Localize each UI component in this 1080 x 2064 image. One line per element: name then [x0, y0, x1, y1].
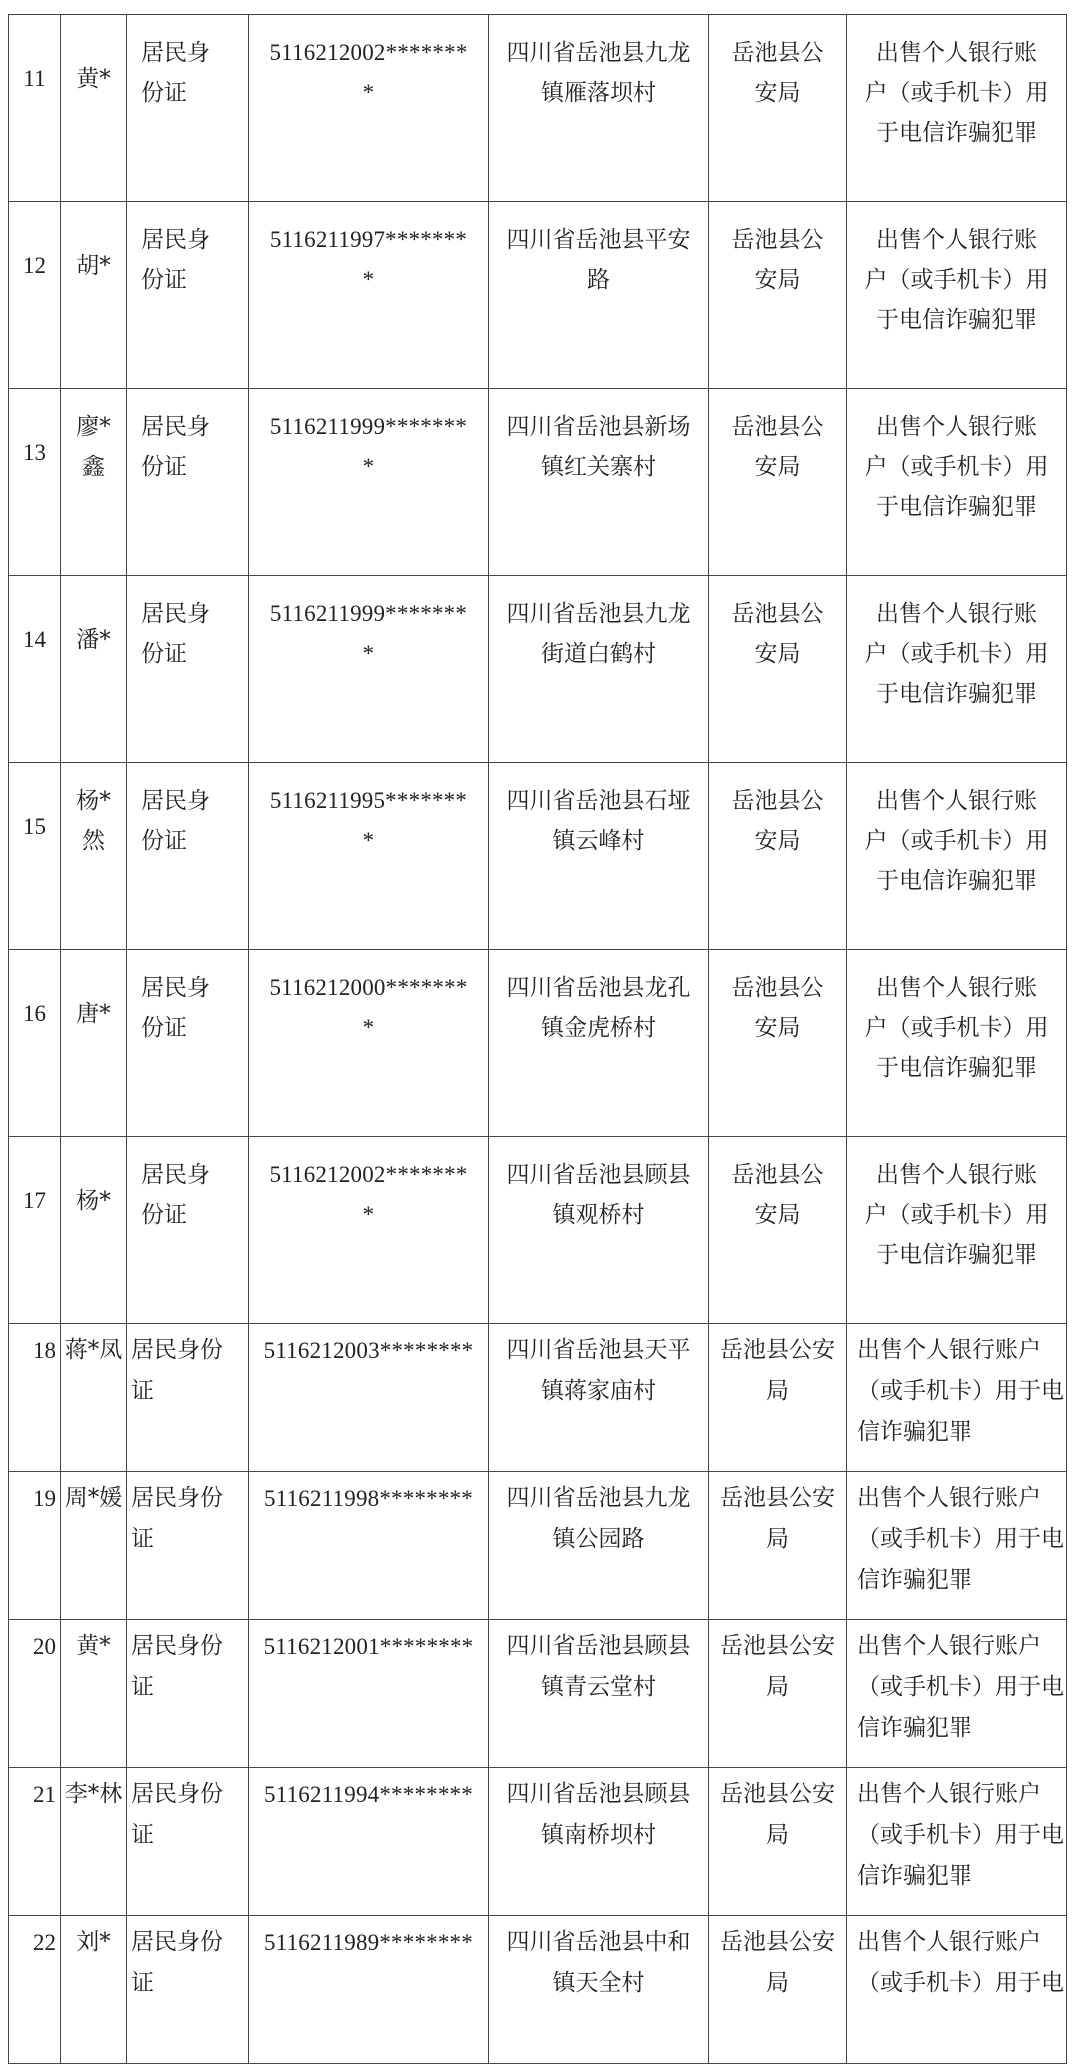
id-number-line: 5116211999*******: [269, 601, 468, 626]
id-type-line: 居民身: [141, 788, 210, 814]
address-line: 四川省岳池县龙孔: [506, 975, 691, 1001]
reason-line: 于电信诈骗犯罪: [876, 307, 1037, 333]
id-type-line: 居民身: [141, 414, 210, 440]
table-row: [9, 763, 1067, 950]
id-type-line: 居民身份: [131, 1485, 223, 1511]
id-type-line: 居民身份: [131, 1337, 223, 1363]
authority-line: 局: [766, 1674, 789, 1700]
reason-line: 信诈骗犯罪: [857, 1419, 972, 1445]
authority-line: 安局: [754, 454, 801, 480]
authority-cell: [709, 763, 847, 950]
address-cell: [489, 15, 709, 202]
reason-line: 出售个人银行账: [876, 1162, 1037, 1188]
table-row: [9, 389, 1067, 576]
reason-line: 户（或手机卡）用: [864, 267, 1049, 293]
address-line: 镇公园路: [552, 1526, 645, 1552]
row-number-text: 15: [23, 814, 46, 839]
authority-cell: [709, 576, 847, 763]
id-type-line: 证: [131, 1526, 154, 1552]
authority-line: 岳池县公: [731, 414, 824, 440]
row-number-text: 22: [33, 1930, 56, 1955]
name-line: 唐*: [76, 1001, 111, 1027]
address-cell: [489, 1472, 709, 1620]
id-number-line: *: [362, 828, 375, 853]
address-line: 镇天全村: [552, 1970, 645, 1996]
name-cell: [61, 1324, 127, 1472]
id-type-line: 份证: [141, 1015, 187, 1041]
id-type-line: 居民身份: [131, 1781, 223, 1807]
authority-cell: [709, 1916, 847, 2064]
reason-line: 信诈骗犯罪: [857, 1715, 972, 1741]
id-type-cell: [127, 1620, 249, 1768]
authority-cell: [709, 1620, 847, 1768]
address-line: 四川省岳池县石垭: [506, 788, 691, 814]
name-line: 黄*: [76, 1633, 111, 1659]
name-cell: [61, 1472, 127, 1620]
reason-line: 出售个人银行账: [876, 40, 1037, 66]
authority-line: 安局: [754, 1015, 801, 1041]
address-line: 镇青云堂村: [541, 1674, 656, 1700]
authority-line: 岳池县公: [731, 788, 824, 814]
reason-line: （或手机卡）用于电: [857, 1822, 1064, 1848]
row-number-text: 11: [23, 66, 46, 91]
address-cell: [489, 950, 709, 1137]
authority-cell: [709, 1472, 847, 1620]
row-number-cell: [9, 1137, 61, 1324]
id-number-cell: [249, 15, 489, 202]
authority-cell: [709, 15, 847, 202]
address-line: 镇观桥村: [552, 1202, 645, 1228]
authority-cell: [709, 389, 847, 576]
reason-line: 出售个人银行账: [876, 975, 1037, 1001]
row-number-cell: [9, 950, 61, 1137]
row-number-text: 16: [23, 1001, 46, 1026]
id-number-cell: [249, 389, 489, 576]
id-type-cell: [127, 1472, 249, 1620]
table-row: [9, 1137, 1067, 1324]
table-row: [9, 15, 1067, 202]
reason-cell: [847, 763, 1067, 950]
id-number-line: *: [362, 80, 375, 105]
id-number-cell: [249, 1472, 489, 1620]
reason-line: 于电信诈骗犯罪: [876, 120, 1037, 146]
id-type-line: 居民身: [141, 1162, 210, 1188]
address-cell: [489, 389, 709, 576]
authority-line: 岳池县公: [731, 601, 824, 627]
id-number-line: *: [362, 454, 375, 479]
table-row: [9, 202, 1067, 389]
reason-cell: [847, 1768, 1067, 1916]
row-number-text: 13: [23, 440, 46, 465]
address-line: 镇红关寨村: [541, 454, 656, 480]
records-table-body: [9, 15, 1067, 2064]
id-type-cell: [127, 576, 249, 763]
id-type-line: 份证: [141, 267, 187, 293]
id-number-cell: [249, 202, 489, 389]
reason-cell: [847, 1916, 1067, 2064]
authority-line: 岳池县公: [731, 1162, 824, 1188]
row-number-cell: [9, 15, 61, 202]
table-row: [9, 1916, 1067, 2064]
address-cell: [489, 1137, 709, 1324]
name-line: 周*媛: [64, 1485, 123, 1511]
reason-line: 于电信诈骗犯罪: [876, 1242, 1037, 1268]
id-number-line: 5116212000*******: [269, 975, 468, 1000]
row-number-text: 14: [23, 627, 46, 652]
reason-cell: [847, 15, 1067, 202]
reason-line: 出售个人银行账户: [857, 1781, 1041, 1807]
id-type-line: 份证: [141, 80, 187, 106]
id-number-line: 5116212003********: [263, 1338, 474, 1363]
name-cell: [61, 1620, 127, 1768]
id-type-line: 居民身: [141, 40, 210, 66]
name-cell: [61, 389, 127, 576]
reason-cell: [847, 389, 1067, 576]
authority-line: 局: [766, 1378, 789, 1404]
authority-line: 岳池县公: [731, 40, 824, 66]
id-type-cell: [127, 15, 249, 202]
reason-line: 出售个人银行账户: [857, 1337, 1041, 1363]
authority-line: 岳池县公安: [720, 1633, 835, 1659]
reason-line: 于电信诈骗犯罪: [876, 1055, 1037, 1081]
id-number-cell: [249, 1620, 489, 1768]
reason-line: 于电信诈骗犯罪: [876, 494, 1037, 520]
table-row: [9, 1324, 1067, 1472]
address-line: 镇雁落坝村: [541, 80, 656, 106]
address-line: 镇金虎桥村: [541, 1015, 656, 1041]
id-number-line: 5116211994********: [264, 1782, 473, 1807]
address-line: 四川省岳池县顾县: [506, 1781, 691, 1807]
id-type-line: 份证: [141, 828, 187, 854]
name-line: 蒋*凤: [64, 1337, 123, 1363]
name-cell: [61, 763, 127, 950]
reason-line: 出售个人银行账: [876, 227, 1037, 253]
reason-cell: [847, 950, 1067, 1137]
id-number-line: 5116212002*******: [269, 1162, 468, 1187]
reason-line: （或手机卡）用于电: [857, 1970, 1064, 1996]
id-number-line: 5116211995*******: [269, 788, 468, 813]
authority-line: 安局: [754, 267, 801, 293]
reason-line: 出售个人银行账: [876, 788, 1037, 814]
id-number-line: 5116212001********: [263, 1634, 474, 1659]
row-number-cell: [9, 1472, 61, 1620]
table-row: [9, 1472, 1067, 1620]
id-type-cell: [127, 1768, 249, 1916]
authority-line: 安局: [754, 80, 801, 106]
row-number-text: 18: [33, 1338, 56, 1363]
id-type-cell: [127, 202, 249, 389]
row-number-text: 19: [33, 1486, 56, 1511]
name-line: 杨*: [76, 1188, 111, 1214]
table-row: [9, 1768, 1067, 1916]
address-line: 街道白鹤村: [541, 641, 656, 667]
name-line: 然: [82, 828, 105, 854]
records-table-container: [8, 14, 1066, 2064]
id-number-line: *: [362, 1202, 375, 1227]
address-line: 镇南桥坝村: [541, 1822, 656, 1848]
authority-line: 局: [766, 1822, 789, 1848]
reason-line: （或手机卡）用于电: [857, 1526, 1064, 1552]
reason-line: 信诈骗犯罪: [857, 1567, 972, 1593]
row-number-text: 20: [33, 1634, 56, 1659]
table-row: [9, 1620, 1067, 1768]
reason-cell: [847, 1620, 1067, 1768]
authority-cell: [709, 1324, 847, 1472]
address-line: 四川省岳池县中和: [506, 1929, 691, 1955]
id-number-line: *: [362, 1015, 375, 1040]
id-number-cell: [249, 1768, 489, 1916]
authority-cell: [709, 1768, 847, 1916]
name-line: 潘*: [76, 627, 111, 653]
name-cell: [61, 576, 127, 763]
address-cell: [489, 1324, 709, 1472]
id-type-line: 证: [131, 1822, 154, 1848]
reason-line: 出售个人银行账户: [857, 1485, 1041, 1511]
authority-line: 安局: [754, 1202, 801, 1228]
address-line: 镇云峰村: [552, 828, 645, 854]
name-line: 鑫: [82, 454, 105, 480]
row-number-text: 21: [33, 1782, 56, 1807]
table-row: [9, 576, 1067, 763]
address-line: 四川省岳池县九龙: [506, 40, 691, 66]
id-type-cell: [127, 950, 249, 1137]
address-line: 四川省岳池县九龙: [506, 1485, 691, 1511]
name-cell: [61, 1137, 127, 1324]
reason-line: 户（或手机卡）用: [864, 1202, 1049, 1228]
authority-cell: [709, 202, 847, 389]
authority-line: 安局: [754, 828, 801, 854]
id-type-line: 居民身: [141, 601, 210, 627]
row-number-cell: [9, 389, 61, 576]
reason-line: 户（或手机卡）用: [864, 80, 1049, 106]
reason-cell: [847, 1137, 1067, 1324]
authority-cell: [709, 1137, 847, 1324]
id-type-line: 证: [131, 1378, 154, 1404]
row-number-cell: [9, 1324, 61, 1472]
name-line: 杨*: [76, 788, 111, 814]
address-line: 四川省岳池县新场: [506, 414, 691, 440]
address-line: 路: [587, 267, 610, 293]
row-number-cell: [9, 1916, 61, 2064]
reason-line: 户（或手机卡）用: [864, 641, 1049, 667]
authority-line: 岳池县公安: [720, 1929, 835, 1955]
reason-line: 于电信诈骗犯罪: [876, 868, 1037, 894]
id-type-cell: [127, 763, 249, 950]
id-type-line: 居民身: [141, 227, 210, 253]
name-cell: [61, 15, 127, 202]
row-number-cell: [9, 1620, 61, 1768]
reason-line: 出售个人银行账户: [857, 1633, 1041, 1659]
id-type-line: 证: [131, 1674, 154, 1700]
address-cell: [489, 1620, 709, 1768]
id-number-cell: [249, 576, 489, 763]
id-number-line: 5116211997*******: [269, 227, 468, 252]
row-number-cell: [9, 576, 61, 763]
address-line: 四川省岳池县天平: [506, 1337, 691, 1363]
name-cell: [61, 202, 127, 389]
name-cell: [61, 1916, 127, 2064]
id-number-line: *: [362, 641, 375, 666]
reason-line: 出售个人银行账: [876, 414, 1037, 440]
row-number-cell: [9, 202, 61, 389]
reason-cell: [847, 202, 1067, 389]
address-line: 镇蒋家庙村: [541, 1378, 656, 1404]
reason-line: 于电信诈骗犯罪: [876, 681, 1037, 707]
authority-line: 安局: [754, 641, 801, 667]
row-number-text: 12: [23, 253, 46, 278]
id-type-cell: [127, 1324, 249, 1472]
id-type-line: 居民身: [141, 975, 210, 1001]
reason-line: 户（或手机卡）用: [864, 1015, 1049, 1041]
id-number-line: 5116211999*******: [269, 414, 468, 439]
address-cell: [489, 1916, 709, 2064]
id-type-line: 份证: [141, 454, 187, 480]
address-line: 四川省岳池县九龙: [506, 601, 691, 627]
id-type-cell: [127, 389, 249, 576]
address-line: 四川省岳池县顾县: [506, 1162, 691, 1188]
authority-line: 岳池县公: [731, 975, 824, 1001]
authority-line: 局: [766, 1526, 789, 1552]
reason-line: 户（或手机卡）用: [864, 828, 1049, 854]
authority-line: 局: [766, 1970, 789, 1996]
address-cell: [489, 202, 709, 389]
authority-line: 岳池县公安: [720, 1781, 835, 1807]
id-number-line: *: [362, 267, 375, 292]
name-line: 李*林: [64, 1781, 123, 1807]
id-number-line: 5116211998********: [264, 1486, 473, 1511]
name-line: 黄*: [76, 66, 111, 92]
id-type-line: 份证: [141, 641, 187, 667]
authority-line: 岳池县公安: [720, 1485, 835, 1511]
id-number-cell: [249, 1137, 489, 1324]
reason-line: （或手机卡）用于电: [857, 1674, 1064, 1700]
id-number-cell: [249, 950, 489, 1137]
id-type-line: 证: [131, 1970, 154, 1996]
authority-line: 岳池县公: [731, 227, 824, 253]
authority-cell: [709, 950, 847, 1137]
reason-cell: [847, 576, 1067, 763]
address-line: 四川省岳池县顾县: [506, 1633, 691, 1659]
name-line: 廖*: [76, 414, 111, 440]
id-type-line: 居民身份: [131, 1633, 223, 1659]
id-number-cell: [249, 1324, 489, 1472]
reason-cell: [847, 1472, 1067, 1620]
id-type-cell: [127, 1137, 249, 1324]
name-line: 刘*: [76, 1929, 111, 1955]
reason-line: 信诈骗犯罪: [857, 1863, 972, 1889]
name-line: 胡*: [76, 253, 111, 279]
table-row: [9, 950, 1067, 1137]
id-number-cell: [249, 1916, 489, 2064]
id-number-line: 5116211989********: [264, 1930, 473, 1955]
reason-cell: [847, 1324, 1067, 1472]
id-type-line: 份证: [141, 1202, 187, 1228]
id-type-line: 居民身份: [131, 1929, 223, 1955]
address-cell: [489, 763, 709, 950]
reason-line: （或手机卡）用于电: [857, 1378, 1064, 1404]
row-number-cell: [9, 1768, 61, 1916]
authority-line: 岳池县公安: [720, 1337, 835, 1363]
row-number-text: 17: [23, 1188, 46, 1213]
reason-line: 出售个人银行账: [876, 601, 1037, 627]
row-number-cell: [9, 763, 61, 950]
address-line: 四川省岳池县平安: [506, 227, 691, 253]
id-type-cell: [127, 1916, 249, 2064]
reason-line: 出售个人银行账户: [857, 1929, 1041, 1955]
records-table: [8, 14, 1067, 2064]
name-cell: [61, 950, 127, 1137]
address-cell: [489, 576, 709, 763]
id-number-line: 5116212002*******: [269, 40, 468, 65]
reason-line: 户（或手机卡）用: [864, 454, 1049, 480]
address-cell: [489, 1768, 709, 1916]
name-cell: [61, 1768, 127, 1916]
id-number-cell: [249, 763, 489, 950]
